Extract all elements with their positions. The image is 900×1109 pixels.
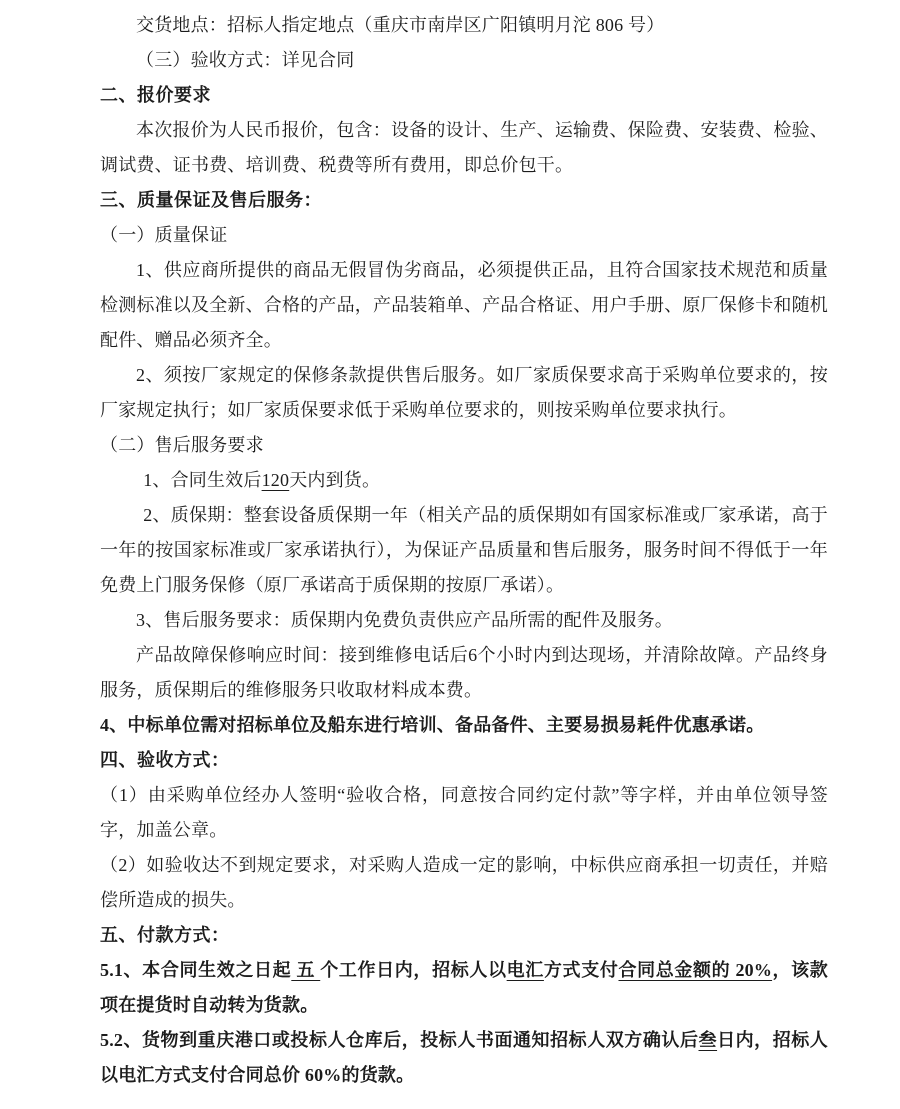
text-run: 2、质保期：整套设备质保期一年（相关产品的质保期如有国家标准或厂家承诺，高于	[143, 505, 828, 525]
text-run: 1、供应商所提供的商品无假冒伪劣商品，必须提供正品，且符合国家技术规范和质量	[136, 260, 828, 280]
text-run: 4、中标单位需对招标单位及船东进行培训、备品备件、主要易损易耗件优惠承诺。	[100, 715, 765, 735]
doc-line	[100, 113, 828, 148]
doc-line	[100, 848, 828, 883]
doc-line	[100, 638, 828, 673]
text-run: ，该款	[772, 960, 828, 980]
text-run: 产品故障保修响应时间：接到维修电话后6个小时内到达现场，并清除故障。产品终身	[136, 645, 828, 665]
doc-line	[100, 428, 828, 463]
text-run: （二）售后服务要求	[100, 435, 264, 455]
text-run: 以电汇方式支付合同总价 60%的货款。	[100, 1065, 415, 1085]
text-run: 服务，质保期后的维修服务只收取材料成本费。	[100, 680, 483, 700]
doc-line	[100, 218, 828, 253]
text-run: 本次报价为人民币报价，包含：设备的设计、生产、运输费、保险费、安装费、检验、	[136, 120, 828, 140]
underlined-text: 120	[261, 470, 290, 490]
doc-line	[100, 8, 828, 43]
doc-line	[100, 568, 828, 603]
text-run: 配件、赠品必须齐全。	[100, 330, 282, 350]
text-run: 个工作日内，招标人以	[320, 960, 507, 980]
text-run: 三、质量保证及售后服务：	[100, 190, 322, 210]
doc-line	[100, 883, 828, 918]
section-heading	[100, 78, 828, 113]
doc-line	[100, 43, 828, 78]
text-run: 偿所造成的损失。	[100, 890, 246, 910]
text-run: 天内到货。	[289, 470, 381, 490]
text-run: 方式支付	[543, 960, 619, 980]
text-run: 调试费、证书费、培训费、税费等所有费用，即总价包干。	[100, 155, 574, 175]
doc-line	[100, 498, 828, 533]
doc-line	[100, 1058, 828, 1093]
document-body	[100, 8, 828, 1093]
text-run: （一）质量保证	[100, 225, 228, 245]
text-run: 字，加盖公章。	[100, 820, 228, 840]
text-run: 2、须按厂家规定的保修条款提供售后服务。如厂家质保要求高于采购单位要求的，按	[136, 365, 828, 385]
text-run: 交货地点：招标人指定地点（重庆市南岸区广阳镇明月沱 806 号）	[136, 15, 665, 35]
doc-line	[100, 463, 828, 498]
doc-line	[100, 358, 828, 393]
text-run: 四、验收方式：	[100, 750, 230, 770]
section-heading	[100, 183, 828, 218]
text-run: 五、付款方式：	[100, 925, 230, 945]
doc-line	[100, 708, 828, 743]
doc-line	[100, 603, 828, 638]
text-run: （1）由采购单位经办人签明“验收合格，同意按合同约定付款”等字样，并由单位领导签	[100, 785, 828, 805]
text-run: 一年的按国家标准或厂家承诺执行），为保证产品质量和售后服务，服务时间不得低于一年	[100, 540, 828, 560]
doc-line	[100, 778, 828, 813]
doc-line	[100, 813, 828, 848]
text-run: 1、合同生效后	[143, 470, 262, 490]
text-run: 3、售后服务要求：质保期内免费负责供应产品所需的配件及服务。	[136, 610, 673, 630]
section-heading	[100, 918, 828, 953]
text-run: 项在提货时自动转为货款。	[100, 995, 319, 1015]
doc-line	[100, 673, 828, 708]
text-run: （三）验收方式：详见合同	[136, 50, 355, 70]
text-run: 免费上门服务保修（原厂承诺高于质保期的按原厂承诺）。	[100, 575, 565, 595]
underlined-text: 叁	[698, 1030, 718, 1050]
doc-line	[100, 288, 828, 323]
doc-line	[100, 253, 828, 288]
underlined-text: 五	[291, 960, 321, 980]
doc-line	[100, 1023, 828, 1058]
text-run: 二、报价要求	[100, 85, 211, 105]
section-heading	[100, 743, 828, 778]
text-run: 5.1、本合同生效之日起	[100, 960, 292, 980]
doc-line	[100, 393, 828, 428]
doc-line	[100, 988, 828, 1023]
underlined-text: 合同总金额的 20%	[618, 960, 773, 980]
text-run: 日内，招标人	[717, 1030, 828, 1050]
text-run: （2）如验收达不到规定要求，对采购人造成一定的影响，中标供应商承担一切责任，并赔	[100, 855, 828, 875]
doc-line	[100, 148, 828, 183]
underlined-text: 电汇	[506, 960, 544, 980]
doc-line	[100, 533, 828, 568]
text-run: 检测标准以及全新、合格的产品，产品装箱单、产品合格证、用户手册、原厂保修卡和随机	[100, 295, 828, 315]
doc-line	[100, 953, 828, 988]
text-run: 5.2、货物到重庆港口或投标人仓库后，投标人书面通知招标人双方确认后	[100, 1030, 699, 1050]
text-run: 厂家规定执行；如厂家质保要求低于采购单位要求的，则按采购单位要求执行。	[100, 400, 737, 420]
doc-line	[100, 323, 828, 358]
